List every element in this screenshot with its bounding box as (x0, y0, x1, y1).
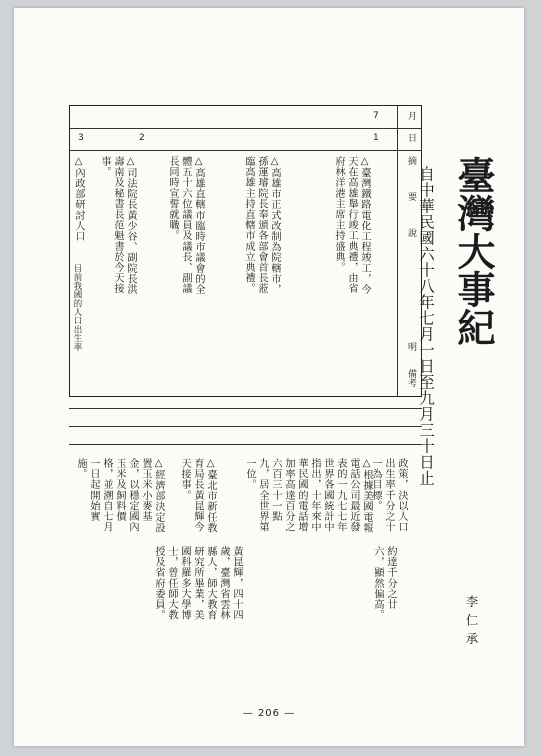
notes-header: 明 備考 (406, 342, 416, 387)
note-text: 目前我國的人口出生率 (72, 264, 82, 351)
blank-rule (69, 426, 422, 427)
author-name: 李仁承 (464, 595, 479, 651)
text-column: 黃昆輝，四十四歲，臺灣省雲林縣人，師大教育研究所畢業，美國科羅多大學博士，曾任師大教授及省府委員。 (153, 546, 242, 621)
day-value: 2 (139, 133, 145, 143)
day-header: 日 (406, 133, 416, 142)
day-value: 1 (373, 133, 379, 143)
blank-rule (69, 408, 422, 409)
text-column: 政策，決以人口出生率千分之十一為目標。 (370, 458, 407, 533)
table-rule (70, 128, 421, 129)
text-column: △根據美國電報電話公司最近發表的一九七七年世界各國統計中指出，十年來中華民國的電話增加率高達百分之六百三十一點九，居全世界第一位。 (244, 458, 372, 533)
event-entry: △高雄直轄市臨時市議會的全體五十六位議員及議長、副議長同時宣誓就職。 (167, 156, 204, 295)
blank-rule (69, 444, 422, 445)
table-divider (397, 106, 398, 396)
document-page (14, 8, 524, 746)
event-entry: △高雄市正式改制為院轄市，孫運璿院長奉頒各部會首長蒞臨高雄主持直轄市成立典禮。 (243, 156, 280, 295)
day-value: 3 (78, 133, 84, 143)
event-entry: △司法院長黃少谷、副院長洪壽南及秘書長范魁書於今天接事。 (99, 156, 136, 295)
month-value: 7 (373, 111, 379, 121)
text-column: △經濟部決定設置玉米小麥基金，以穩定國內玉米及飼料價格，並溯自七月一日起開始實施。 (75, 458, 164, 533)
text-column: △臺北市新任教育局長黃昆輝今天接事。 (179, 458, 216, 533)
text-column: 約達千分之廿六，顯然偏高。 (372, 546, 396, 621)
event-entry: △臺灣鐵路電化工程竣工，今天在高雄舉行竣工典禮，由省府林洋港主席主持盛典。 (333, 156, 370, 295)
summary-header: 摘 要 說 (406, 156, 416, 237)
event-entry: △內政部研討人口 (73, 156, 84, 242)
page-title: 臺灣大事紀 (451, 156, 496, 346)
date-range: 自中華民國六十八年七月一日至九月三十日止 (417, 166, 435, 486)
page-number: — 206 — (242, 708, 296, 719)
events-table (69, 105, 422, 397)
table-rule (70, 150, 421, 151)
month-header: 月 (406, 111, 416, 120)
